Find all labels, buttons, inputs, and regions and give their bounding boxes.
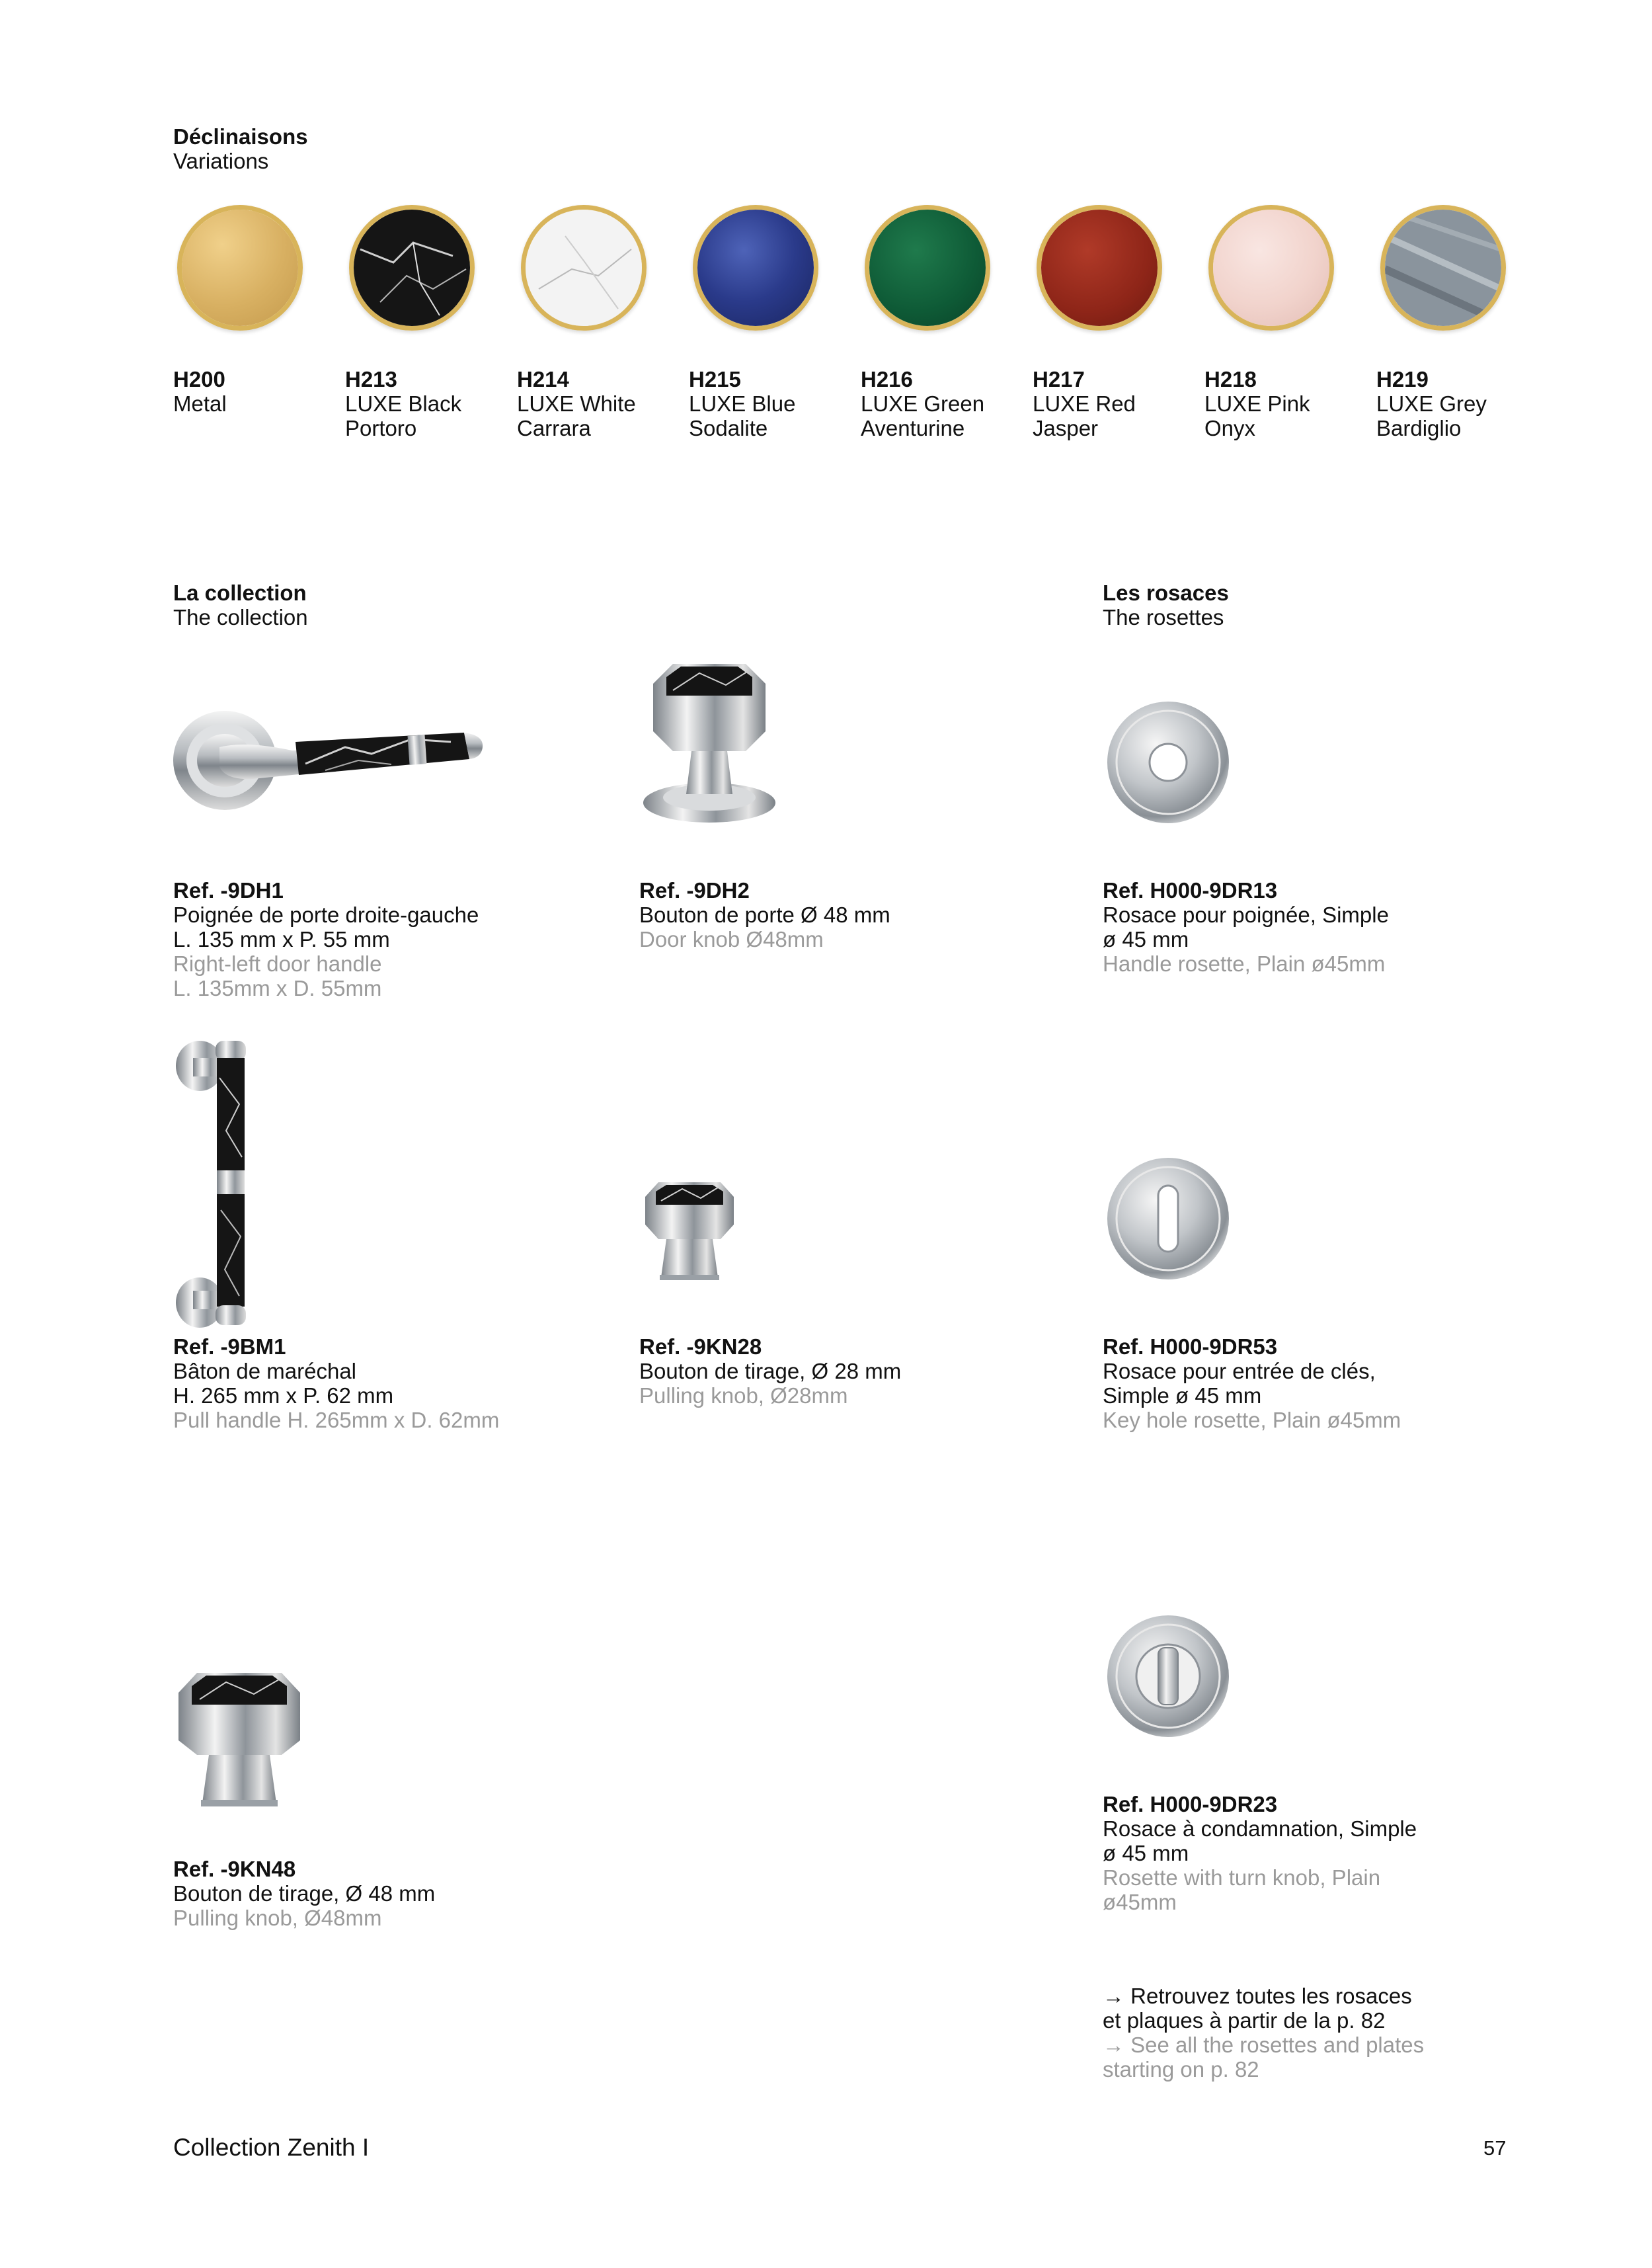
swatch-pink-fill xyxy=(1213,210,1329,326)
rosettes-heading-fr: Les rosaces xyxy=(1103,581,1229,605)
product-ref: Ref. H000-9DR53 xyxy=(1103,1334,1278,1359)
product-desc-en: Handle rosette, Plain ø45mm xyxy=(1103,952,1386,976)
product-desc-fr: ø 45 mm xyxy=(1103,927,1189,952)
product-desc-en: ø45mm xyxy=(1103,1890,1177,1914)
swatch-pink-onyx xyxy=(1208,205,1334,331)
product-desc-fr: Rosace pour entrée de clés, xyxy=(1103,1359,1376,1383)
swatch-name: LUXE Pink xyxy=(1204,391,1310,416)
swatch-code: H214 xyxy=(517,367,569,391)
swatch-name: LUXE Red xyxy=(1033,391,1136,416)
note-en-line: → See all the rosettes and plates xyxy=(1103,2033,1425,2057)
product-9dh2 xyxy=(639,878,1009,952)
page-number: 57 xyxy=(1483,2136,1507,2160)
collection-heading-en: The collection xyxy=(173,605,308,629)
note-fr-line: et plaques à partir de la p. 82 xyxy=(1103,2008,1386,2033)
swatch-name: Metal xyxy=(173,391,227,416)
product-desc-fr: Bâton de maréchal xyxy=(173,1359,357,1383)
product-desc-fr: ø 45 mm xyxy=(1103,1841,1189,1865)
swatch-green-aventurine xyxy=(865,205,990,331)
swatch-label xyxy=(345,367,504,440)
swatch-label xyxy=(1376,367,1535,440)
handle-rosette-image xyxy=(1105,700,1231,825)
swatch-name: LUXE Black xyxy=(345,391,462,416)
swatch-name-2: Portoro xyxy=(345,416,417,440)
swatch-name: LUXE Green xyxy=(861,391,985,416)
product-9kn28 xyxy=(639,1334,1009,1408)
note-fr-line: → Retrouvez toutes les rosaces xyxy=(1103,1984,1412,2008)
product-ref: Ref. -9BM1 xyxy=(173,1334,286,1359)
product-9kn48 xyxy=(173,1857,543,1930)
swatch-label xyxy=(861,367,1019,440)
white-marble-icon xyxy=(526,210,642,326)
swatch-label xyxy=(173,367,332,416)
swatch-name-2: Sodalite xyxy=(689,416,768,440)
swatch-name: LUXE Grey xyxy=(1376,391,1487,416)
swatch-label xyxy=(689,367,847,440)
swatch-name-2: Bardiglio xyxy=(1376,416,1462,440)
product-desc-fr: Rosace à condamnation, Simple xyxy=(1103,1816,1417,1841)
variations-heading-fr: Déclinaisons xyxy=(173,124,308,149)
swatch-name-2: Carrara xyxy=(517,416,591,440)
product-desc-en: Pull handle H. 265mm x D. 62mm xyxy=(173,1408,500,1432)
swatch-code: H218 xyxy=(1204,367,1257,391)
swatch-blue-sodalite xyxy=(693,205,818,331)
swatch-name-2: Onyx xyxy=(1204,416,1256,440)
swatch-name: LUXE White xyxy=(517,391,636,416)
swatch-metal-fill xyxy=(182,210,298,326)
product-desc-fr: Bouton de tirage, Ø 28 mm xyxy=(639,1359,902,1383)
swatch-name-2: Aventurine xyxy=(861,416,965,440)
swatch-red-jasper xyxy=(1037,205,1162,331)
note-en-line: starting on p. 82 xyxy=(1103,2057,1259,2082)
pulling-knob-48-image xyxy=(173,1668,305,1813)
rosette-9dr13 xyxy=(1103,878,1473,976)
footer-collection-title: Collection Zenith I xyxy=(173,2134,370,2161)
swatch-red-fill xyxy=(1041,210,1158,326)
rosettes-heading-en: The rosettes xyxy=(1103,605,1224,629)
product-9bm1 xyxy=(173,1334,543,1432)
rosette-9dr53 xyxy=(1103,1334,1473,1432)
product-desc-en: Key hole rosette, Plain ø45mm xyxy=(1103,1408,1401,1432)
swatch-code: H215 xyxy=(689,367,741,391)
product-desc-en: L. 135mm x D. 55mm xyxy=(173,976,382,1000)
product-desc-fr: Bouton de porte Ø 48 mm xyxy=(639,903,890,927)
swatch-code: H200 xyxy=(173,367,225,391)
product-desc-en: Door knob Ø48mm xyxy=(639,927,824,952)
swatch-white-carrara xyxy=(521,205,647,331)
collection-heading-fr: La collection xyxy=(173,581,307,605)
product-ref: Ref. -9KN48 xyxy=(173,1857,296,1881)
product-desc-fr: Rosace pour poignée, Simple xyxy=(1103,903,1389,927)
swatch-green-fill xyxy=(869,210,986,326)
collection-heading xyxy=(173,581,308,629)
pull-handle-image xyxy=(173,1038,259,1329)
product-ref: Ref. H000-9DR23 xyxy=(1103,1792,1278,1816)
swatch-code: H216 xyxy=(861,367,913,391)
product-ref: Ref. -9DH2 xyxy=(639,878,750,903)
product-desc-fr: Bouton de tirage, Ø 48 mm xyxy=(173,1881,436,1906)
swatch-black-portoro xyxy=(349,205,475,331)
swatch-code: H217 xyxy=(1033,367,1085,391)
pulling-knob-28-image xyxy=(640,1178,739,1284)
grey-marble-icon xyxy=(1385,210,1501,326)
swatch-code: H213 xyxy=(345,367,397,391)
swatch-name-2: Jasper xyxy=(1033,416,1099,440)
product-ref: Ref. H000-9DR13 xyxy=(1103,878,1278,903)
product-desc-en: Pulling knob, Ø28mm xyxy=(639,1383,848,1408)
product-ref: Ref. -9DH1 xyxy=(173,878,284,903)
product-desc-fr: Poignée de porte droite-gauche xyxy=(173,903,479,927)
swatch-label xyxy=(517,367,676,440)
product-desc-fr: Simple ø 45 mm xyxy=(1103,1383,1262,1408)
product-ref: Ref. -9KN28 xyxy=(639,1334,762,1359)
product-desc-fr: H. 265 mm x P. 62 mm xyxy=(173,1383,394,1408)
variations-heading-en: Variations xyxy=(173,149,269,173)
product-desc-en: Rosette with turn knob, Plain xyxy=(1103,1865,1381,1890)
rosettes-heading xyxy=(1103,581,1229,629)
product-desc-en: Right-left door handle xyxy=(173,952,382,976)
swatch-blue-fill xyxy=(697,210,814,326)
product-desc-fr: L. 135 mm x P. 55 mm xyxy=(173,927,390,952)
swatch-label xyxy=(1033,367,1191,440)
swatch-grey-bardiglio xyxy=(1380,205,1506,331)
product-9dh1 xyxy=(173,878,543,1000)
door-handle-image xyxy=(173,701,491,820)
black-marble-icon xyxy=(354,210,470,326)
turn-knob-rosette-image xyxy=(1105,1613,1231,1739)
swatch-name: LUXE Blue xyxy=(689,391,796,416)
swatch-code: H219 xyxy=(1376,367,1429,391)
swatch-metal xyxy=(177,205,303,331)
swatch-label xyxy=(1204,367,1363,440)
product-desc-en: Pulling knob, Ø48mm xyxy=(173,1906,382,1930)
variations-heading xyxy=(173,124,308,173)
keyhole-rosette-image xyxy=(1105,1156,1231,1281)
rosette-9dr23 xyxy=(1103,1792,1473,1914)
door-knob-image xyxy=(640,659,779,827)
rosettes-see-more-note xyxy=(1103,1984,1473,2082)
